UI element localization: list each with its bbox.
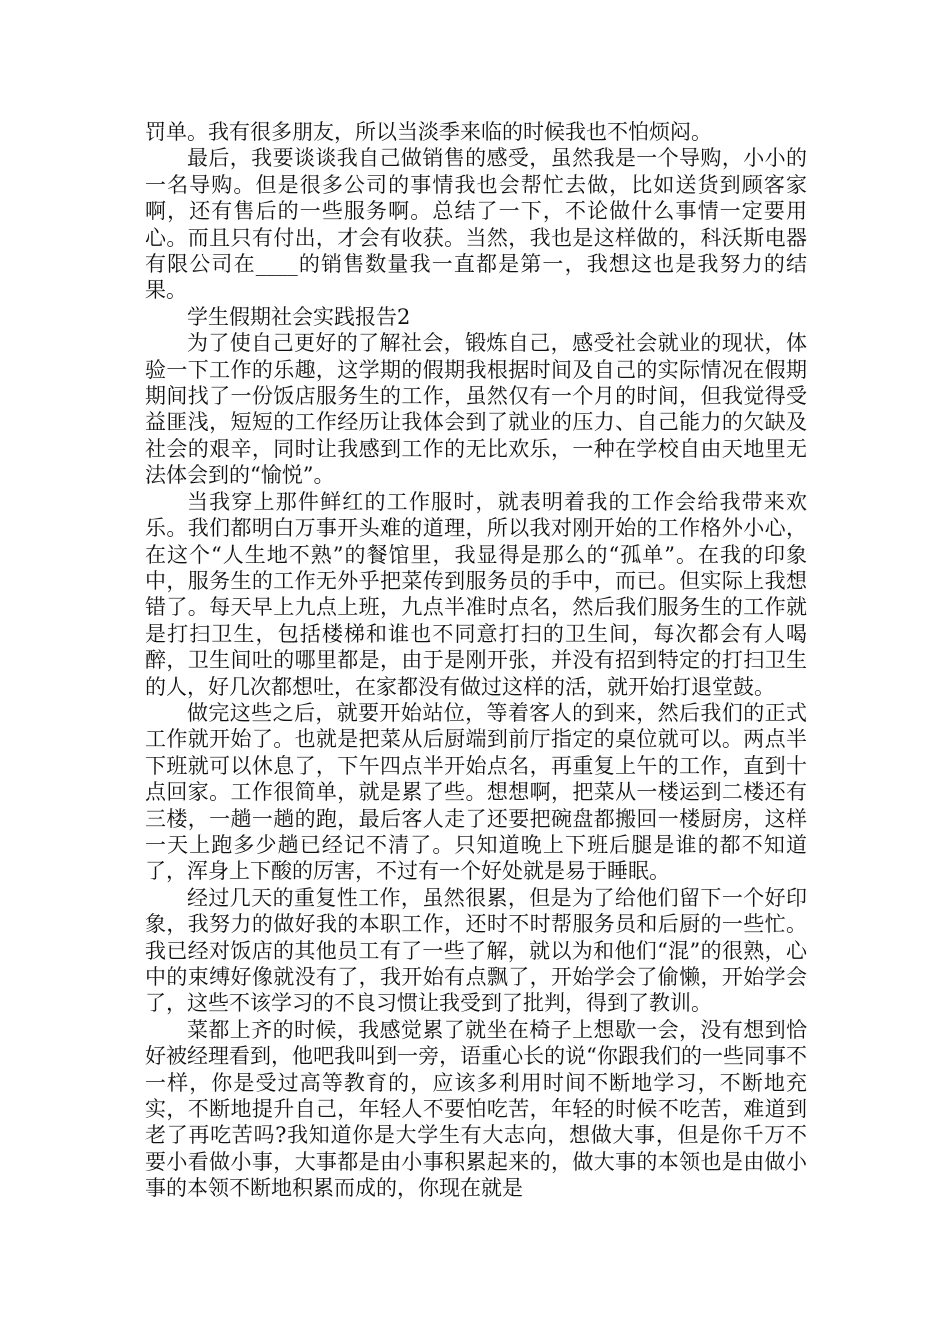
paragraph: 最后，我要谈谈我自己做销售的感受，虽然我是一个导购，小小的一名导购。但是很多公司的事情我也会帮忙去做，比如送货到顾客家啊，还有售后的一些服务啊。总结了一下，不论做什么事情一定要用心。而且只有付出，才会有收获。当然，我也是这样做的，科沃斯电器有限公司在____的销售数量我一直都是第一，我想这也是我努力的结果。 xyxy=(145,146,807,303)
section-heading: 学生假期社会实践报告2 xyxy=(187,304,411,329)
paragraph: 菜都上齐的时候，我感觉累了就坐在椅子上想歇一会，没有想到恰好被经理看到，他吧我叫到一旁，语重心长的说“你跟我们的一些同事不一样，你是受过高等教育的，应该多利用时间不断地学习，不断地充实，不断地提升自己，年轻人不要怕吃苦，年轻的时候不吃苦，难道到老了再吃苦吗?我知道你是大学生有大志向，想做大事，但是你千万不要小看做小事，大事都是由小事积累起来的，做大事的本领也是由做小事的本领不断地积累而成的，你现在就是 xyxy=(145,1017,807,1201)
paragraph: 罚单。我有很多朋友，所以当淡季来临的时候我也不怕烦闷。 xyxy=(145,120,712,144)
paragraph: 当我穿上那件鲜红的工作服时，就表明着我的工作会给我带来欢乐。我们都明白万事开头难的道理，所以我对刚开始的工作格外小心，在这个“人生地不熟”的餐馆里，我显得是那么的“孤单”。在我的印象中，服务生的工作无外乎把菜传到服务员的手中，而已。但实际上我想错了。每天早上九点上班，九点半准时点名，然后我们服务生的工作就是打扫卫生，包括楼梯和谁也不同意打扫的卫生间，每次都会有人喝醉，卫生间吐的哪里都是，由于是刚开张，并没有招到特定的打扫卫生的人，好几次都想吐，在家都没有做过这样的活，就开始打退堂鼓。 xyxy=(145,489,807,699)
paragraph: 为了使自己更好的了解社会，锻炼自己，感受社会就业的现状，体验一下工作的乐趣，这学期的假期我根据时间及自己的实际情况在假期期间找了一份饭店服务生的工作，虽然仅有一个月的时间，但我觉得受益匪浅，短短的工作经历让我体会到了就业的压力、自己能力的欠缺及社会的艰辛，同时让我感到工作的无比欢乐，一种在学校自由天地里无法体会到的“愉悦”。 xyxy=(145,331,807,488)
paragraph: 做完这些之后，就要开始站位，等着客人的到来，然后我们的正式工作就开始了。也就是把菜从后厨端到前厅指定的桌位就可以。两点半下班就可以休息了，下午四点半开始点名，再重复上午的工作，直到十点回家。工作很简单，就是累了些。想想啊，把菜从一楼运到二楼还有三楼，一趟一趟的跑，最后客人走了还要把碗盘都搬回一楼厨房，这样一天上跑多少趟已经记不清了。只知道晚上下班后腿是谁的都不知道了，浑身上下酸的厉害，不过有一个好处就是易于睡眠。 xyxy=(145,700,807,884)
paragraph: 经过几天的重复性工作，虽然很累，但是为了给他们留下一个好印象，我努力的做好我的本职工作，还时不时帮服务员和后厨的一些忙。我已经对饭店的其他员工有了一些了解，就以为和他们“混”的很熟，心中的束缚好像就没有了，我开始有点飘了，开始学会了偷懒，开始学会了，这些不该学习的不良习惯让我受到了批判，得到了教训。 xyxy=(145,885,807,1016)
document-body xyxy=(145,119,807,1202)
